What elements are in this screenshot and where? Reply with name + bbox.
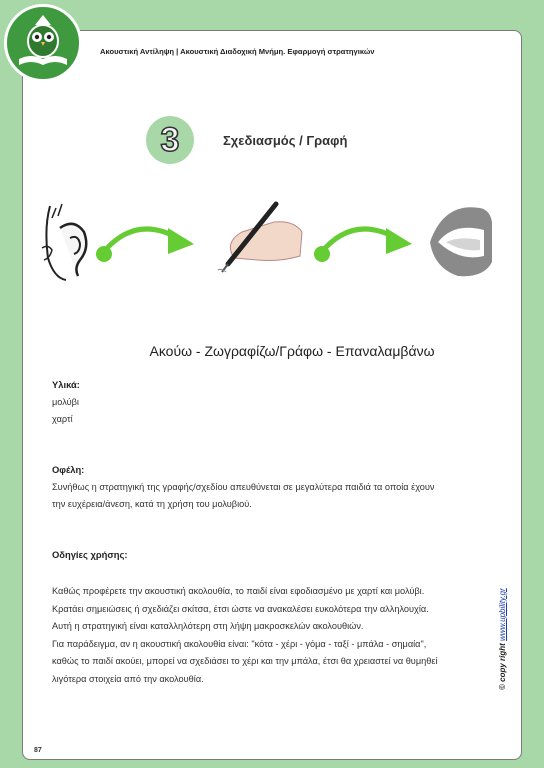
owl-logo-icon xyxy=(4,4,82,82)
instructions-line: Κρατάει σημειώσεις ή σχεδιάζει σκίτσα, έτσι ώστε να ανακαλέσει ευκολότερα την αλληλουχία. xyxy=(52,603,429,614)
copyright-notice xyxy=(498,588,507,690)
instructions-section xyxy=(52,546,502,564)
copyright-label: © copy right xyxy=(498,643,507,690)
instructions-heading: Οδηγίες χρήσης: xyxy=(52,549,128,560)
materials-heading: Υλικά: xyxy=(52,379,80,390)
header-title: Ακουστική Αντίληψη | Ακουστική Διαδοχική Μνήμη. Εφαρμογή στρατηγικών xyxy=(100,47,375,56)
writing-hand-icon xyxy=(214,198,306,283)
instructions-line: Για παράδειγμα, αν η ακουστική ακολουθία είναι: "κότα - χέρι - γόμα - ταξί - μπάλα - σημαία", xyxy=(52,638,427,649)
speaking-mouth-icon xyxy=(424,202,494,287)
instructions-line: λιγότερα στοιχεία από την ακολουθία. xyxy=(52,673,204,684)
curved-arrow-icon xyxy=(312,214,418,269)
benefits-heading: Οφέλη: xyxy=(52,464,85,475)
benefits-line: Συνήθως η στρατηγική της γραφής/σχεδίου απευθύνεται σε μεγαλύτερα παιδιά τα οποία έχουν xyxy=(52,481,435,492)
copyright-link[interactable]: www.upbility.gr xyxy=(498,588,507,641)
benefits-line: την ευχέρεια/άνεση, κατά τη χρήση του μολυβιού. xyxy=(52,499,252,509)
listening-ear-icon xyxy=(40,198,96,289)
materials-item: μολύβι xyxy=(52,396,79,407)
curved-arrow-icon xyxy=(94,214,200,269)
instructions-line: Καθώς προφέρετε την ακουστική ακολουθία, το παιδί είναι εφοδιασμένο με χαρτί και μολύβι. xyxy=(52,586,425,596)
page-number: 87 xyxy=(34,747,42,754)
materials-section xyxy=(52,376,502,429)
step-number: 3 xyxy=(160,121,180,159)
benefits-section xyxy=(52,461,502,514)
instructions-line: καθώς το παιδί ακούει, μπορεί να σχεδιάσει το χέρι και την μπάλα, έτσι θα χρειαστεί να θυμηθεί xyxy=(52,656,438,666)
instructions-line: Αυτή η στρατηγική είναι καταλληλότερη στη λήψη μακροσκελών ακολουθιών. xyxy=(52,621,364,631)
instructions-body xyxy=(52,583,502,688)
step-title: Σχεδιασμός / Γραφή xyxy=(223,133,348,148)
step-badge xyxy=(146,116,194,164)
strategy-line: Ακούω - Ζωγραφίζω/Γράφω - Επαναλαμβάνω xyxy=(149,343,435,359)
materials-item: χαρτί xyxy=(52,414,73,424)
